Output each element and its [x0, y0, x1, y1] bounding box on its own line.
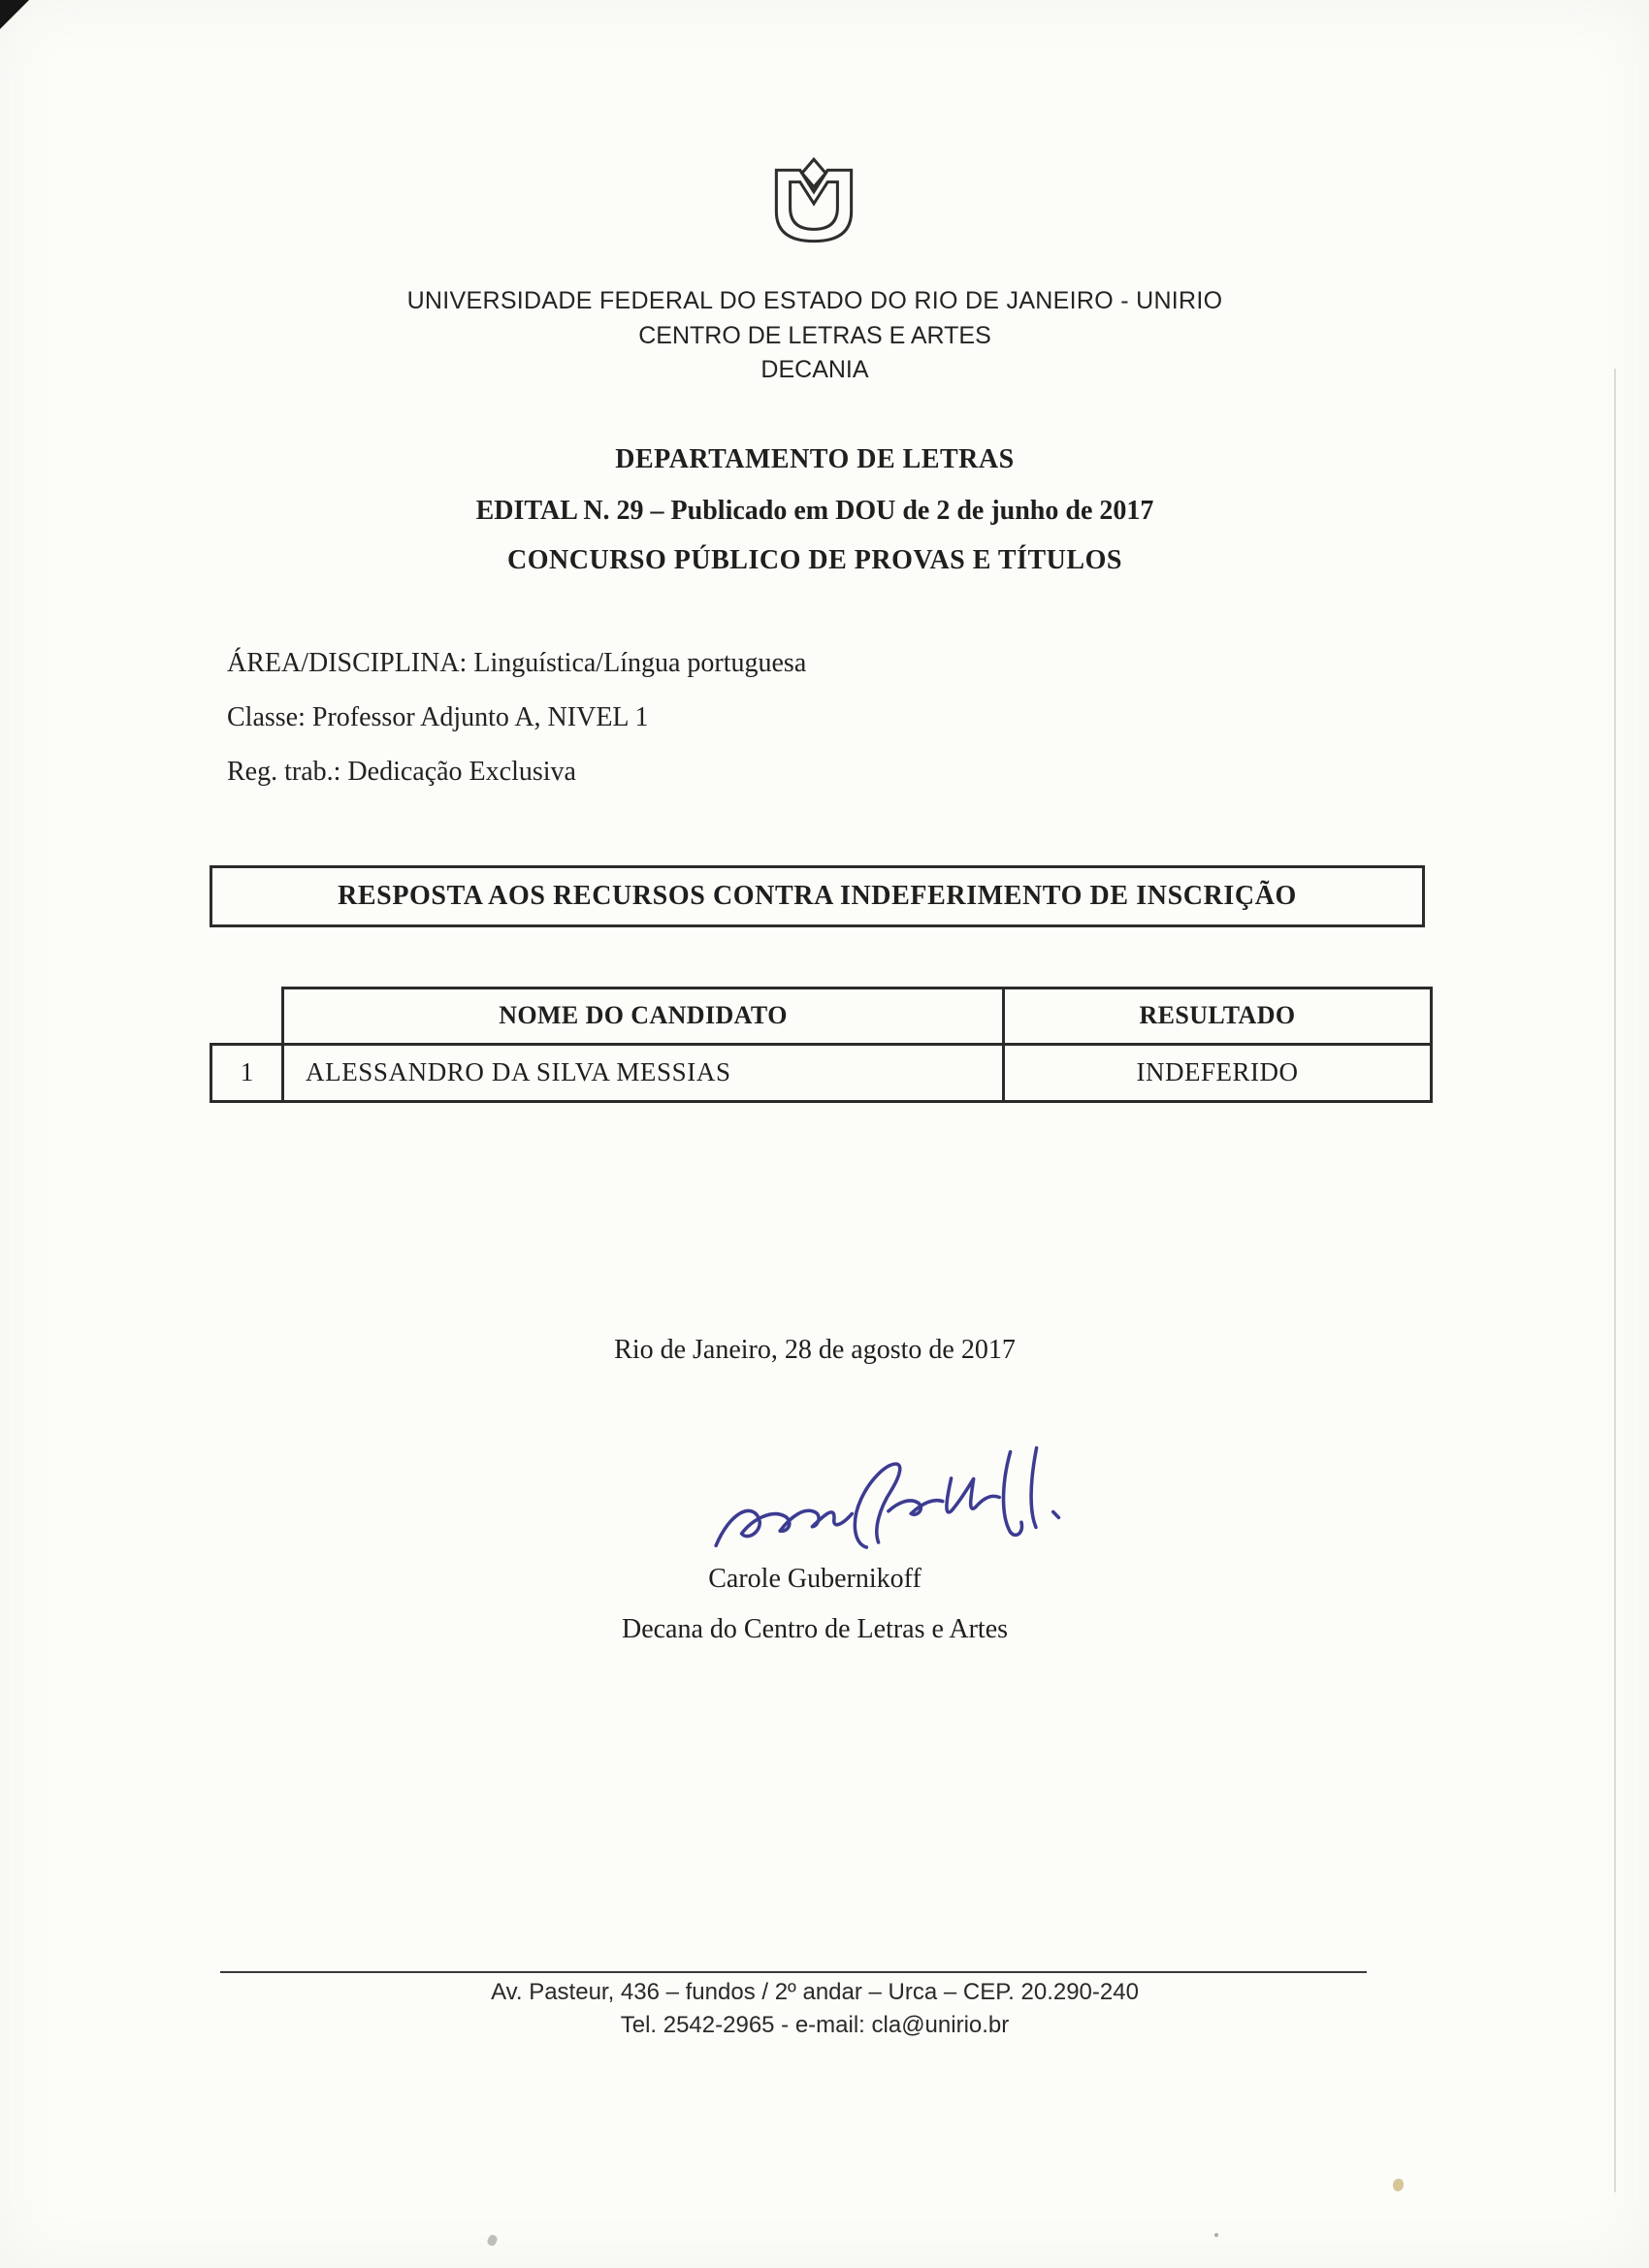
- table-header-row: [211, 988, 1432, 1045]
- footer-divider: [220, 1971, 1367, 1973]
- signatory-title: Decana do Centro de Letras e Artes: [621, 1614, 1009, 1644]
- scan-speck-artifact: [1393, 2179, 1404, 2191]
- classe-line: Classe: Professor Adjunto A, NIVEL 1: [227, 702, 649, 732]
- col-header-candidate: NOME DO CANDIDATO: [283, 988, 1004, 1045]
- edital-line: EDITAL N. 29 – Publicado em DOU de 2 de junho de 2017: [475, 496, 1154, 526]
- result-value: INDEFERIDO: [1004, 1044, 1432, 1101]
- empty-corner-cell: [211, 988, 283, 1045]
- center-name: CENTRO DE LETRAS E ARTES: [638, 322, 991, 349]
- signature-stroke-icon: [695, 1433, 1110, 1572]
- col-header-result: RESULTADO: [1004, 988, 1432, 1045]
- unirio-logo: [755, 153, 873, 258]
- candidate-name: ALESSANDRO DA SILVA MESSIAS: [283, 1044, 1004, 1101]
- signatory-name: Carole Gubernikoff: [708, 1564, 922, 1594]
- reg-trab-line: Reg. trab.: Dedicação Exclusiva: [227, 757, 576, 787]
- area-disciplina-line: ÁREA/DISCIPLINA: Linguística/Língua portuguesa: [227, 648, 807, 678]
- scan-speck-artifact: [1214, 2233, 1218, 2237]
- table-row: [211, 1044, 1432, 1101]
- concurso-title: CONCURSO PÚBLICO DE PROVAS E TÍTULOS: [507, 545, 1122, 575]
- signature-image: [695, 1433, 1110, 1572]
- results-table: [210, 987, 1433, 1103]
- scan-speck-artifact: [486, 2234, 499, 2248]
- section-title: RESPOSTA AOS RECURSOS CONTRA INDEFERIMENTO DE INSCRIÇÃO: [338, 881, 1297, 911]
- footer-contact: Tel. 2542-2965 - e-mail: cla@unirio.br: [620, 2012, 1010, 2038]
- department-title: DEPARTAMENTO DE LETRAS: [615, 444, 1015, 474]
- date-line: Rio de Janeiro, 28 de agosto de 2017: [614, 1335, 1016, 1365]
- footer-address: Av. Pasteur, 436 – fundos / 2º andar – Urca – CEP. 20.290-240: [491, 1979, 1139, 2005]
- scan-edge-line-artifact: [1614, 369, 1616, 2192]
- unirio-logo-icon: [755, 153, 873, 258]
- university-name: UNIVERSIDADE FEDERAL DO ESTADO DO RIO DE JANEIRO - UNIRIO: [406, 287, 1223, 314]
- scan-corner-artifact: [0, 0, 29, 29]
- decania-label: DECANIA: [760, 356, 869, 383]
- row-number: 1: [211, 1044, 283, 1101]
- section-title-box: [210, 865, 1425, 927]
